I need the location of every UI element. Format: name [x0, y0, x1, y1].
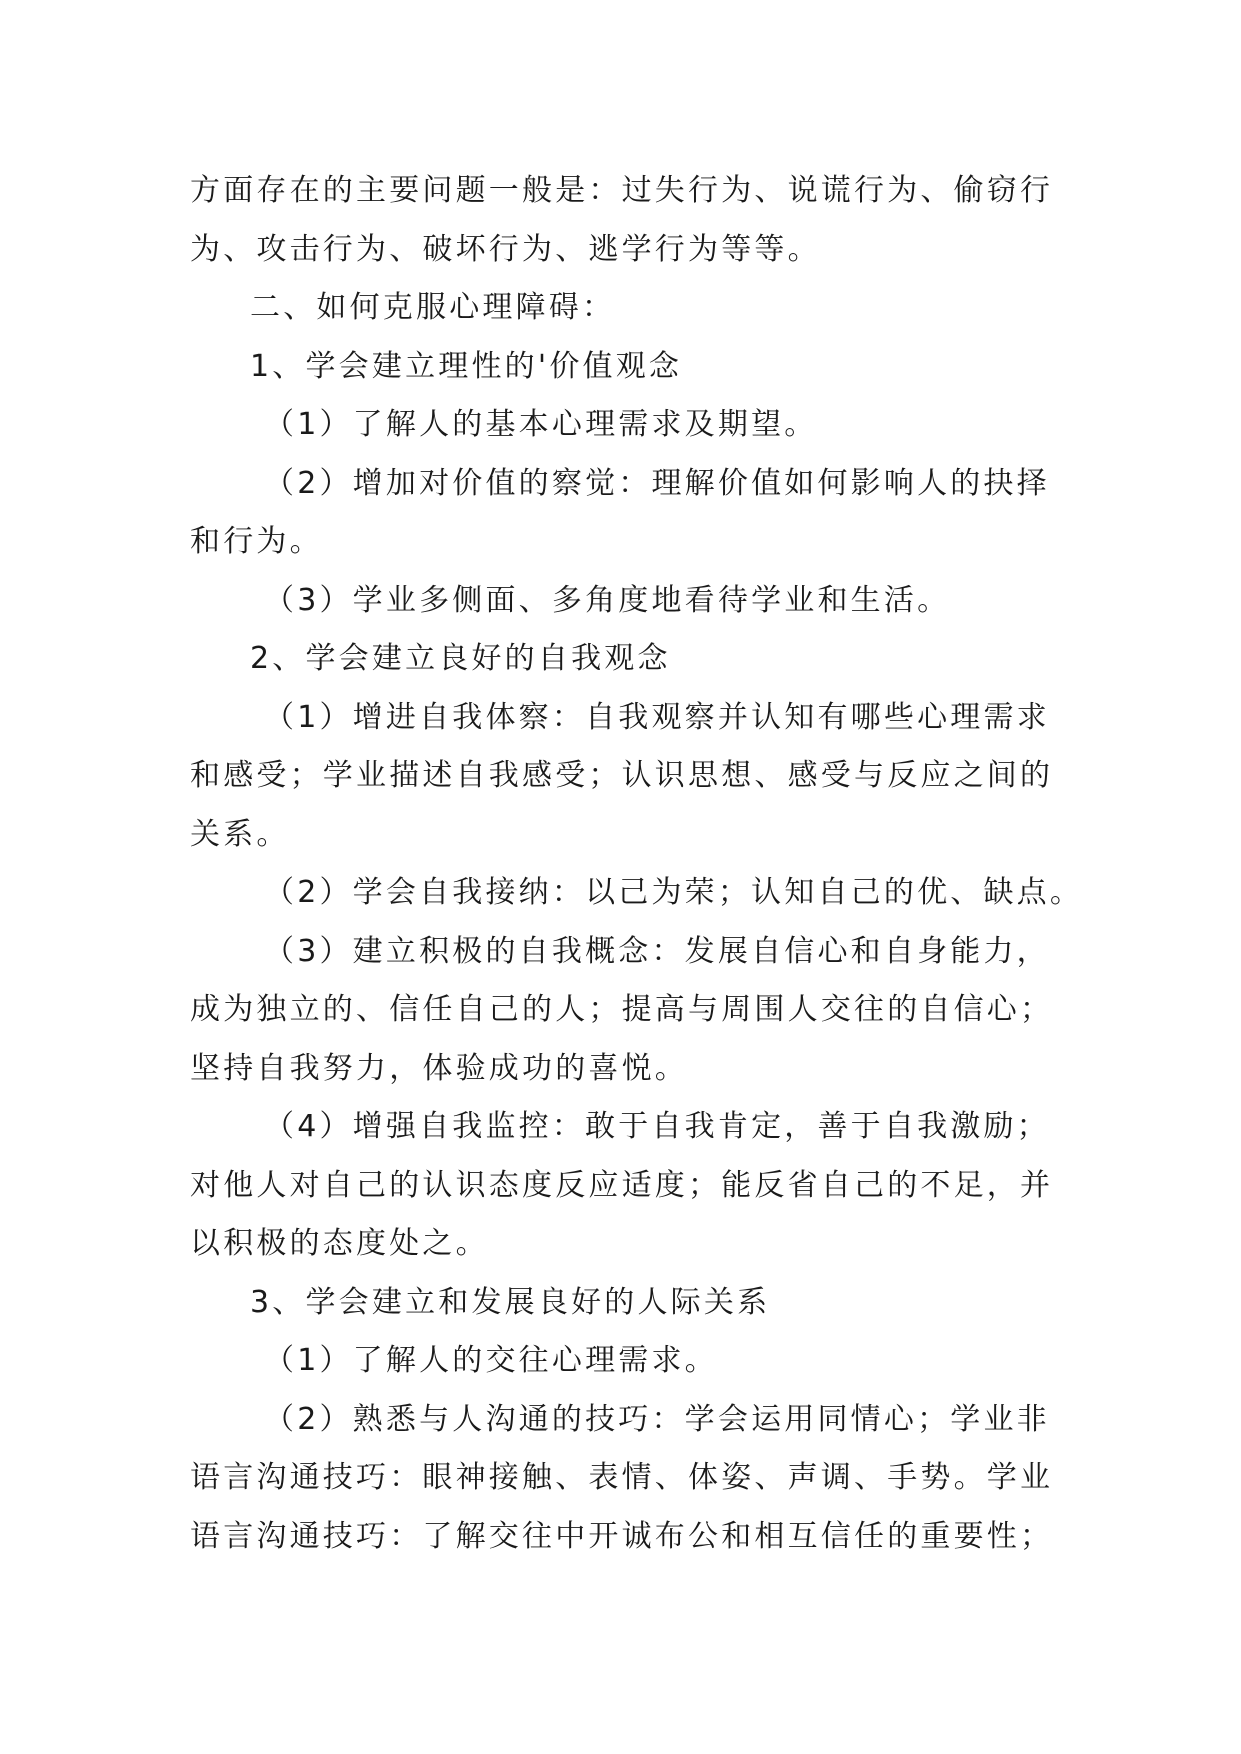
- text-line: 关系。: [190, 816, 290, 852]
- subsection-heading: 2、学会建立良好的自我观念: [250, 641, 671, 676]
- list-item: （1）增进自我体察：自我观察并认知有哪些心理需求: [264, 699, 1050, 735]
- list-item: （1）了解人的交往心理需求。: [264, 1343, 718, 1378]
- text-line: 对他人对自己的认识态度反应适度；能反省自己的不足，并: [190, 1167, 1054, 1203]
- list-item: （2）熟悉与人沟通的技巧：学会运用同情心；学业非: [264, 1401, 1050, 1437]
- section-heading: 二、如何克服心理障碍：: [250, 290, 616, 325]
- list-item: （3）建立积极的自我概念：发展自信心和自身能力，: [264, 933, 1050, 969]
- text-line: 以积极的态度处之。: [190, 1226, 489, 1261]
- text-line: 和感受；学业描述自我感受；认识思想、感受与反应之间的: [190, 758, 1054, 793]
- text-line: 成为独立的、信任自己的人；提高与周围人交往的自信心；: [190, 992, 1054, 1027]
- text-line: 为、攻击行为、破坏行为、逃学行为等等。: [190, 231, 821, 267]
- list-item: （1）了解人的基本心理需求及期望。: [264, 407, 818, 442]
- subsection-heading: 3、学会建立和发展良好的人际关系: [250, 1284, 771, 1320]
- list-item: （3）学业多侧面、多角度地看待学业和生活。: [264, 582, 951, 618]
- text-line: 方面存在的主要问题一般是：过失行为、说谎行为、偷窃行: [190, 173, 1054, 208]
- list-item: （2）增加对价值的察觉：理解价值如何影响人的抉择: [264, 465, 1050, 501]
- text-line: 语言沟通技巧：眼神接触、表情、体姿、声调、手势。学业: [190, 1460, 1054, 1495]
- text-line: 和行为。: [190, 524, 323, 559]
- text-line: 语言沟通技巧：了解交往中开诚布公和相互信任的重要性；: [190, 1518, 1054, 1554]
- subsection-heading: 1、学会建立理性的'价值观念: [250, 348, 683, 384]
- text-line: 坚持自我努力，体验成功的喜悦。: [190, 1050, 688, 1086]
- document-body: [190, 162, 1084, 1566]
- list-item: （4）增强自我监控：敢于自我肯定，善于自我激励；: [264, 1109, 1050, 1144]
- list-item: （2）学会自我接纳：以己为荣；认知自己的优、缺点。: [264, 875, 1084, 910]
